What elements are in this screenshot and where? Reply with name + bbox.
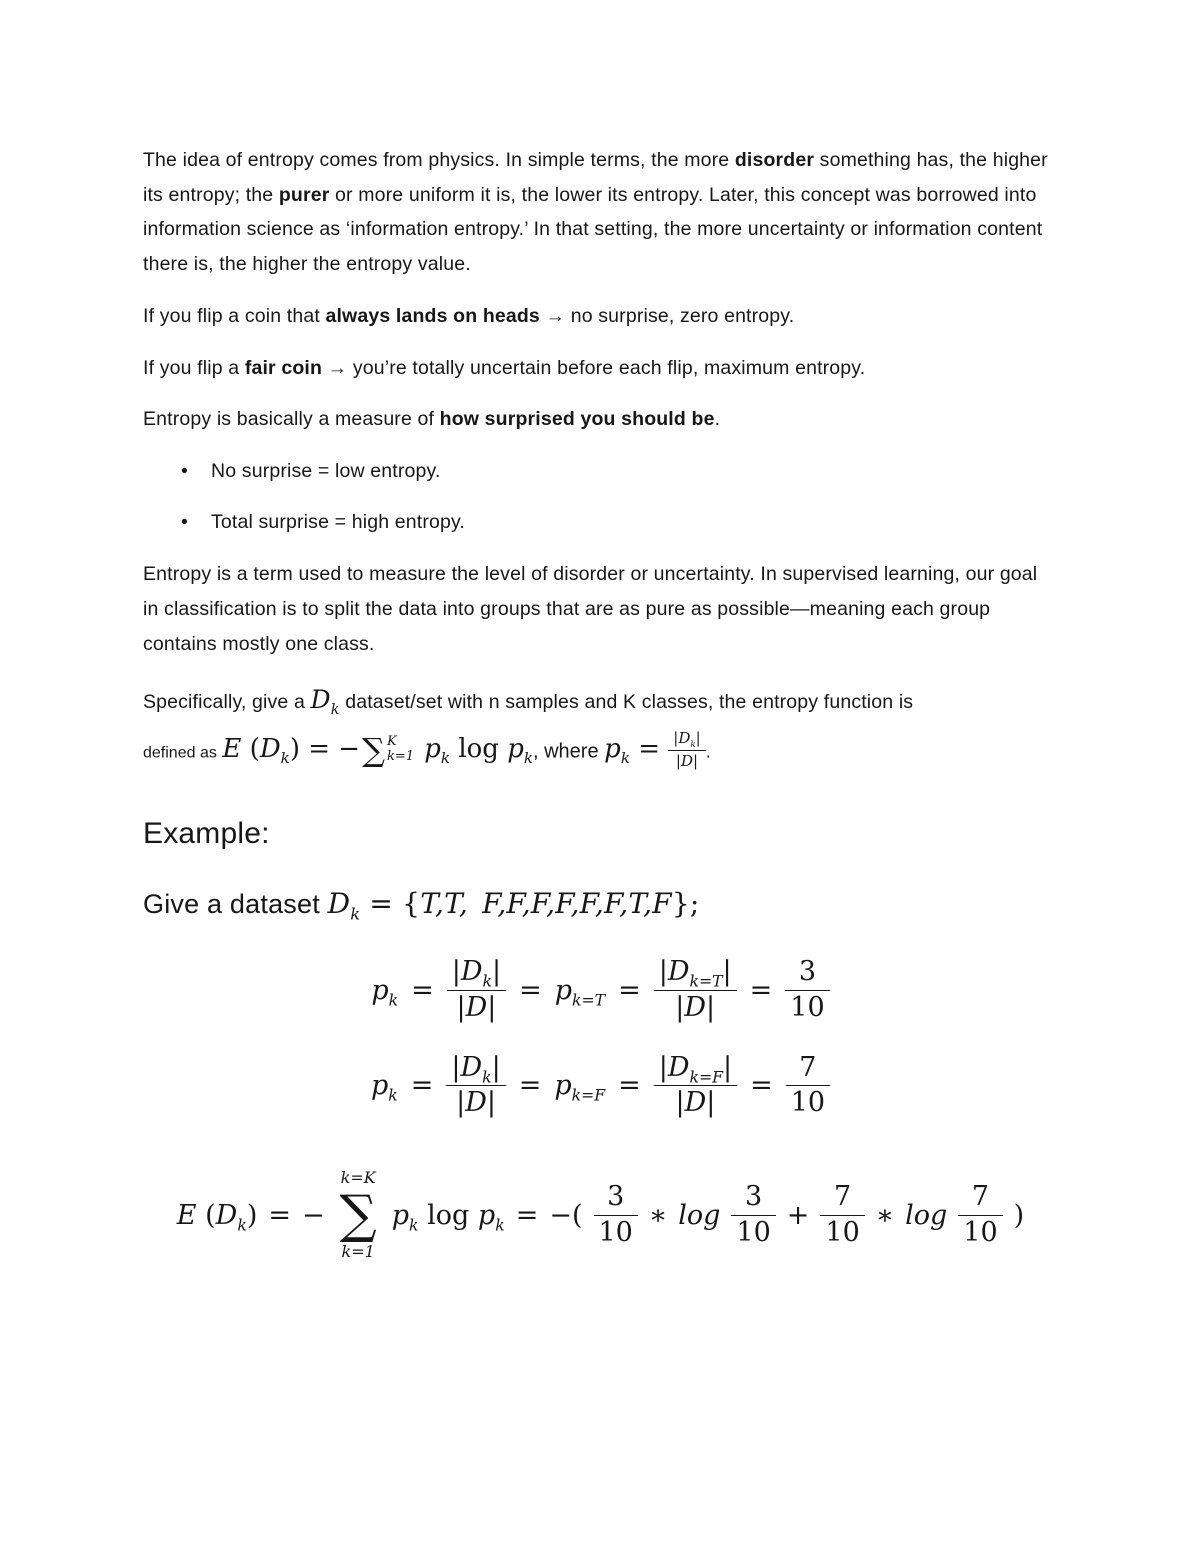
math-variable: |D <box>658 1052 690 1084</box>
math-variable: p <box>507 734 524 765</box>
math-operator: ∗ <box>648 1199 668 1231</box>
example-heading: Example: <box>143 817 270 851</box>
fraction-numerator: 3 <box>744 1181 763 1213</box>
math-operator: = <box>411 974 434 1006</box>
equation-pk-false <box>143 1054 1058 1118</box>
fraction-numerator: 7 <box>833 1181 852 1213</box>
bold-disorder: disorder <box>734 149 815 171</box>
fraction-numerator <box>654 958 737 989</box>
subscript: k=F <box>571 1085 606 1105</box>
subscript: k <box>388 990 399 1010</box>
math-operator: − <box>301 1199 325 1231</box>
fraction-denominator: |D| <box>654 1085 737 1117</box>
math-function: log <box>458 734 499 765</box>
formula-intro-line <box>143 678 1058 723</box>
sigma-symbol: ∑ <box>339 1184 377 1245</box>
math-operator: = <box>518 1070 542 1102</box>
math-operator: = <box>519 974 542 1006</box>
fraction-denominator: |D| <box>447 990 506 1022</box>
bold-how-surprised: how surprised you should be <box>439 408 715 431</box>
math-paren: ) <box>246 1199 258 1231</box>
subscript: k <box>237 1215 247 1234</box>
math-operator: + <box>786 1199 810 1231</box>
math-variable: p <box>370 1070 389 1102</box>
fraction-denominator: |D| <box>446 1085 505 1117</box>
paragraph-coin-heads <box>143 299 1058 334</box>
fraction-denominator: 10 <box>786 1085 830 1117</box>
math-token <box>370 1070 398 1105</box>
summation-limits <box>387 735 414 765</box>
fraction-numerator: 3 <box>798 956 817 988</box>
math-variable: p <box>391 1199 410 1231</box>
math-paren: ( <box>205 1199 216 1231</box>
text-run: . <box>705 741 711 762</box>
fraction <box>785 958 829 1022</box>
paragraph-entropy-intro <box>143 143 1058 282</box>
paragraph-surprise-measure <box>143 402 1058 437</box>
math-operator: ∗ <box>875 1199 895 1231</box>
fraction-numerator <box>668 728 705 750</box>
subscript: k <box>409 1215 419 1234</box>
bullet-list <box>143 454 1058 539</box>
summation-lower-limit: k=1 <box>341 1242 375 1262</box>
math-variable: |D <box>451 956 483 988</box>
math-variable: |D <box>673 728 691 747</box>
subscript: k <box>690 739 696 750</box>
math-variable: D <box>215 1199 238 1231</box>
text-run: If you flip a <box>143 356 245 379</box>
dataset-values: T,T, F,F,F,F,F,F,T,F <box>420 887 672 921</box>
fraction <box>820 1183 864 1247</box>
text-run: The idea of entropy comes from physics. In simple terms, the more <box>143 149 735 171</box>
math-function-italic: log <box>905 1199 948 1231</box>
math-variable: p <box>554 1070 572 1102</box>
bold-purer: purer <box>278 183 330 206</box>
subscript: k <box>280 749 290 768</box>
list-item-high-entropy: • Total surprise = high entropy. <box>181 505 1058 540</box>
pk-definition-formula <box>604 728 706 770</box>
subscript: k=F <box>689 1067 723 1087</box>
fraction-denominator: 10 <box>731 1215 775 1247</box>
math-token <box>554 974 606 1010</box>
math-operator: = <box>750 1070 773 1102</box>
text-run: Entropy is basically a measure of <box>143 408 440 431</box>
fraction <box>668 728 705 770</box>
equation-pk-true <box>143 958 1058 1022</box>
sigma-symbol: ∑ <box>362 731 385 770</box>
math-operator: = <box>618 974 641 1006</box>
subscript: k <box>350 905 361 925</box>
math-variable: E <box>222 734 242 765</box>
math-variable: E <box>176 1199 197 1231</box>
fraction-numerator <box>446 1054 505 1085</box>
fraction <box>654 1054 737 1118</box>
math-variable: D <box>327 887 351 921</box>
fraction <box>447 958 506 1022</box>
math-variable: p <box>604 734 621 765</box>
bold-fair-coin: fair coin <box>244 356 323 379</box>
paragraph-entropy-formula <box>143 678 1058 769</box>
subscript: k <box>620 749 630 768</box>
math-token <box>371 974 399 1010</box>
fraction-denominator: |D| <box>668 750 705 770</box>
subscript: k <box>482 971 493 991</box>
subscript: k <box>440 749 451 768</box>
fraction-numerator: 7 <box>799 1052 817 1084</box>
subscript: k=T <box>689 971 723 991</box>
dataset-definition-line <box>143 887 1058 925</box>
math-function: log <box>427 1199 470 1231</box>
fraction-numerator <box>654 1054 737 1085</box>
text-run: Specifically, give a <box>143 691 311 714</box>
fraction-denominator: 10 <box>820 1215 864 1247</box>
math-variable: D <box>259 734 281 765</box>
math-operator: = <box>410 1070 434 1102</box>
math-variable: |D <box>658 956 690 988</box>
math-operator: − <box>338 734 361 765</box>
text-run: Give a dataset <box>143 889 328 920</box>
text-run: If you flip a coin that <box>143 304 326 327</box>
entropy-function-formula <box>222 731 533 770</box>
math-bar: | <box>492 956 502 988</box>
math-operator: = <box>268 1199 291 1231</box>
math-token <box>176 1199 258 1234</box>
fraction-denominator: |D| <box>654 990 737 1022</box>
fraction-denominator: 10 <box>785 990 829 1022</box>
math-token <box>391 1199 505 1234</box>
fraction-numerator: 7 <box>971 1181 990 1213</box>
math-variable: p <box>424 734 441 765</box>
math-paren: ( <box>249 734 260 765</box>
text-run: , where <box>533 740 599 763</box>
math-operator: = <box>515 1199 539 1231</box>
text-run: defined as <box>143 744 217 762</box>
paragraph-fair-coin <box>143 351 1058 386</box>
subscript: k <box>523 749 533 768</box>
text-run: → you’re totally uncertain before each flip, maximum entropy. <box>322 356 866 379</box>
fraction <box>731 1183 775 1247</box>
math-operator: = <box>749 974 773 1006</box>
subscript: k=T <box>572 990 606 1010</box>
text-run: something has, the higher its entropy; the <box>143 149 1048 206</box>
math-variable: p <box>371 974 389 1006</box>
fraction <box>786 1054 830 1118</box>
fraction <box>446 1054 505 1118</box>
math-paren: ) <box>289 734 300 765</box>
math-brace: }; <box>671 887 700 921</box>
subscript: k <box>330 702 340 719</box>
math-operator: −( <box>549 1199 583 1231</box>
summation-symbol <box>340 1168 377 1263</box>
text-run: . <box>714 408 721 431</box>
paragraph-entropy-definition: Entropy is a term used to measure the level of disorder or uncertainty. In supervised learning, our goal in classification is to split the data into groups that are as pure as possible—meaning each group contains mostly one class. <box>143 563 1038 655</box>
equation-entropy-computation <box>143 1168 1058 1263</box>
fraction-numerator: 3 <box>607 1181 625 1213</box>
formula-line <box>143 728 1058 770</box>
fraction-denominator: 10 <box>958 1215 1002 1247</box>
math-bar: | <box>491 1052 501 1084</box>
fraction <box>594 1183 638 1247</box>
summation-lower-limit: k=1 <box>386 749 414 765</box>
math-variable: D <box>310 685 331 715</box>
fraction <box>958 1183 1002 1247</box>
math-operator: = <box>308 734 331 765</box>
inline-summation <box>362 731 414 770</box>
text-run: or more uniform it is, the lower its entropy. Later, this concept was borrowed into information science as ‘information entropy.’ In that setting, the more uncertainty or information content there is, the higher the entropy value. <box>143 183 1043 276</box>
text-run: dataset/set with n samples and K classes, the entropy function is <box>339 691 914 714</box>
math-token <box>554 1070 606 1105</box>
math-variable: p <box>477 1199 496 1231</box>
math-function-italic: log <box>678 1199 721 1231</box>
summation-upper-limit: k=K <box>340 1167 376 1187</box>
summation-upper-limit: K <box>386 734 397 750</box>
subscript: k <box>388 1085 398 1105</box>
subscript: k <box>495 1215 505 1234</box>
list-item-low-entropy: • No surprise = low entropy. <box>181 454 1058 489</box>
math-operator: = <box>638 734 661 765</box>
math-paren: ) <box>1013 1199 1025 1231</box>
text-run: → no surprise, zero entropy. <box>539 304 795 327</box>
math-operator: = { <box>360 887 421 921</box>
subscript: k <box>482 1067 492 1087</box>
bold-always-heads: always lands on heads <box>325 304 540 327</box>
math-bar: | <box>722 1052 733 1084</box>
math-bar: | <box>722 956 732 988</box>
math-variable: |D <box>451 1052 483 1084</box>
dataset-math <box>327 887 700 925</box>
fraction <box>654 958 737 1022</box>
math-dataset-symbol <box>310 685 340 719</box>
fraction-denominator: 10 <box>594 1215 638 1247</box>
math-variable: p <box>554 974 573 1006</box>
math-bar: | <box>695 728 701 747</box>
fraction-numerator <box>447 958 506 989</box>
math-operator: = <box>618 1070 641 1102</box>
